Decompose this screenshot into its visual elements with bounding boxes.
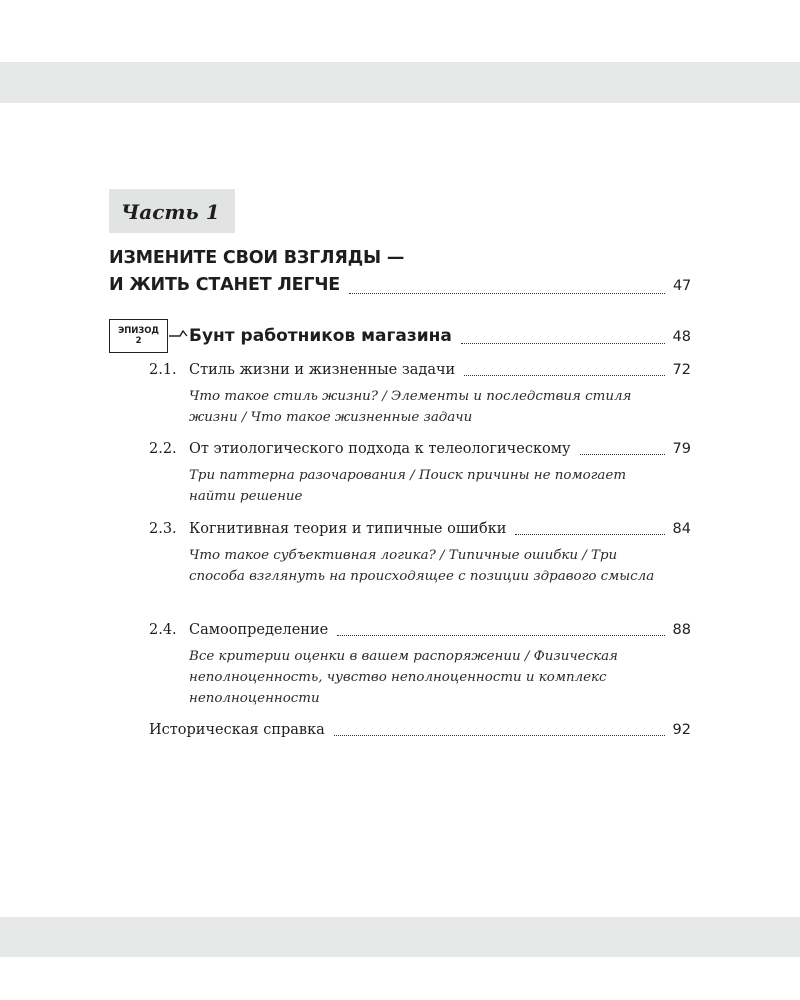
leader-dots <box>349 292 665 294</box>
section-page-number: 84 <box>672 521 691 537</box>
history-page-number: 92 <box>672 722 691 738</box>
leader-dots <box>337 634 664 636</box>
part-title-line2: И ЖИТЬ СТАНЕТ ЛЕГЧЕ <box>109 275 341 295</box>
top-header-band <box>0 62 800 103</box>
section-number: 2.4. <box>149 622 177 638</box>
section-description: Что такое стиль жизни? / Элементы и последствия стиля жизни / Что такое жизненные задачи <box>189 389 632 425</box>
section-title: Когнитивная теория и типичные ошибки <box>189 521 507 537</box>
part-title-row <box>109 272 691 300</box>
episode-page-number: 48 <box>672 329 691 345</box>
section-page-number: 79 <box>672 441 691 457</box>
toc-history-entry[interactable] <box>149 720 691 740</box>
toc-section-2-3[interactable] <box>149 519 691 587</box>
section-description: Что такое субъективная логика? / Типичные ошибки / Три способа взглянуть на происходящее с позиции здравого смысла <box>189 548 655 584</box>
part-page-number: 47 <box>672 278 691 294</box>
section-number: 2.2. <box>149 441 177 457</box>
leader-dots <box>461 342 665 344</box>
part-title[interactable] <box>109 245 691 300</box>
episode-arrow-icon <box>168 325 190 347</box>
leader-dots <box>580 453 665 455</box>
section-title: Самоопределение <box>189 622 329 638</box>
history-title: Историческая справка <box>149 722 325 738</box>
section-description: Три паттерна разочарования / Поиск причины не помогает найти решение <box>189 468 627 504</box>
leader-dots <box>515 533 664 535</box>
episode-badge-number: 2 <box>135 336 142 346</box>
leader-dots <box>334 734 665 736</box>
section-page-number: 72 <box>672 362 691 378</box>
episode-entry[interactable] <box>189 323 691 350</box>
bottom-footer-band <box>0 917 800 957</box>
section-page-number: 88 <box>672 622 691 638</box>
toc-section-2-2[interactable] <box>149 439 691 507</box>
toc-section-2-4[interactable] <box>149 620 691 709</box>
episode-badge-word: ЭПИЗОД <box>118 326 159 336</box>
episode-title: Бунт работников магазина <box>189 326 452 346</box>
episode-badge <box>109 319 168 353</box>
leader-dots <box>464 374 664 376</box>
section-title: Стиль жизни и жизненные задачи <box>189 362 456 378</box>
part-label: Часть 1 <box>109 189 235 233</box>
part-title-line1: ИЗМЕНИТЕ СВОИ ВЗГЛЯДЫ — <box>109 248 405 268</box>
section-description: Все критерии оценки в вашем распоряжении / Физическая неполноценность, чувство неполноценности и комплекс неполноценности <box>189 649 618 706</box>
section-number: 2.3. <box>149 521 177 537</box>
toc-section-2-1[interactable] <box>149 360 691 428</box>
section-title: От этиологического подхода к телеологическому <box>189 441 571 457</box>
section-number: 2.1. <box>149 362 177 378</box>
